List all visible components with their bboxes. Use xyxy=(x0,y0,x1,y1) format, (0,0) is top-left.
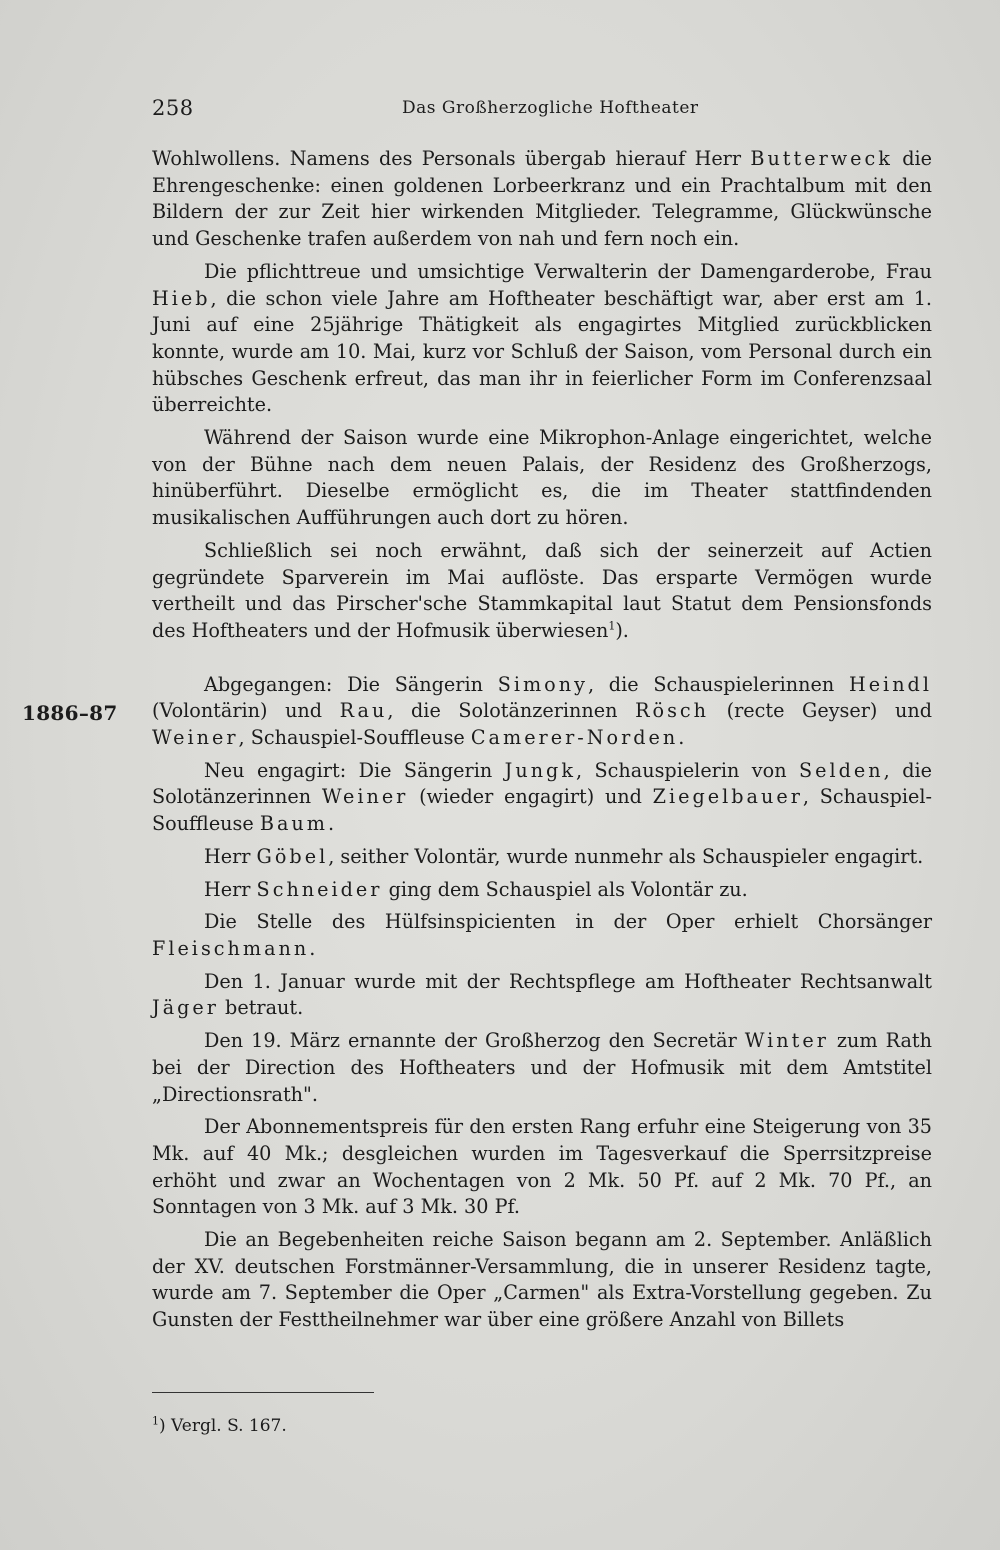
footnote-ref: 1 xyxy=(608,619,616,633)
footnote xyxy=(152,1416,287,1436)
paragraph-neu-engagirt: Neu engagirt: Die Sängerin Jungk, Schauspielerin von Selden, die Solotänzerinnen Weiner (wieder engagirt) und Ziegelbauer, Schauspiel-Souffleuse Baum. xyxy=(152,758,932,836)
name-jaeger: Jäger xyxy=(152,996,219,1020)
name-camerer-norden: Camerer-Norden xyxy=(470,726,679,750)
paragraph-directionsrath: Den 19. März ernannte der Großherzog den Secretär Winter zum Rath bei der Direction des Hoftheaters und der Hofmusik mit dem Amtstitel „Directionsrath". xyxy=(152,1029,932,1106)
footnote-divider xyxy=(152,1392,374,1393)
paragraph-goebel: Herr Göbel, seither Volontär, wurde nunmehr als Schauspieler engagirt. xyxy=(204,844,924,868)
margin-year-label: 1886–87 xyxy=(22,701,118,725)
page-header xyxy=(152,96,932,126)
paragraph-huelfsinspicient: Die Stelle des Hülfsinspicienten in der Oper erhielt Chorsänger Fleischmann. xyxy=(152,910,932,960)
name-butterweck: Butterweck xyxy=(750,147,893,170)
paragraph-mikrophon: Während der Saison wurde eine Mikrophon-Anlage eingerichtet, welche von der Bühne nach dem neuen Palais, der Residenz des Großherzogs, hinüberführt. Dieselbe ermöglicht es, die im Theater stattfindenden musikalischen Aufführungen auch dort zu hören. xyxy=(152,426,932,530)
name-hieb: Hieb xyxy=(152,286,211,310)
name-baum: Baum xyxy=(259,812,328,836)
name-jungk: Jungk xyxy=(504,758,576,782)
paragraph-rechtspflege: Den 1. Januar wurde mit der Rechtspflege am Hoftheater Rechtsanwalt Jäger betraut. xyxy=(152,969,932,1020)
paragraph-abgegangen: Abgegangen: Die Sängerin Simony, die Schauspielerinnen Heindl (Volontärin) und Rau, die Solotänzerinnen Rösch (recte Geyser) und Weiner, Schauspiel-Souffleuse Camerer-Norden. xyxy=(152,672,932,750)
paragraph-sparverein: Schließlich sei noch erwähnt, daß sich der seinerzeit auf Actien gegründete Sparverein im Mai auflöste. Das ersparte Vermögen wurde vertheilt und das Pirscher'sche Stammkapital laut Statut dem Pensionsfonds des Hoftheaters und der Hofmusik überwiesen$^1$). xyxy=(152,538,932,642)
paragraph-abonnementspreis: Der Abonnementspreis für den ersten Rang erfuhr eine Steigerung von 35 Mk. auf 40 Mk.; desgleichen wurden im Tagesverkauf die Sperrsitzpreise erhöht und zwar an Wochentagen von 2 Mk. 50 Pf. auf 2 Mk. 70 Pf., an Sonntagen von 3 Mk. auf 3 Mk. 30 Pf. xyxy=(152,1115,932,1219)
name-fleischmann: Fleischmann xyxy=(152,936,310,960)
page-number: 258 xyxy=(152,96,194,120)
name-roesch: Rösch xyxy=(635,699,710,723)
name-goebel: Göbel xyxy=(256,844,329,868)
footnote-text: ) Vergl. S. 167. xyxy=(159,1416,287,1436)
paragraph-saison: Die an Begebenheiten reiche Saison begann am 2. September. Anläßlich der XV. deutschen Forstmänner-Versammlung, die in unserer Residenz tagte, wurde am 7. September die Oper „Carmen" als Extra-Vorstellung gegeben. Zu Gunsten der Festtheilnehmer war über eine größere Anzahl von Billets xyxy=(152,1228,932,1332)
running-head: Das Großherzogliche Hoftheater xyxy=(402,98,699,118)
name-heindl: Heindl xyxy=(848,672,932,696)
name-rau: Rau xyxy=(339,699,388,723)
name-winter: Winter xyxy=(744,1029,829,1053)
name-weiner-2: Weiner xyxy=(321,785,409,809)
name-ziegelbauer: Ziegelbauer xyxy=(652,785,803,809)
paragraph-wohlwollens: Wohlwollens. Namens des Personals übergab hierauf Herr Butterweck die Ehrengeschenke: einen goldenen Lorbeerkranz und ein Prachtalbum mit den Bildern der zur Zeit hier wirkenden Mitglieder. Telegramme, Glückwünsche und Geschenke trafen außerdem von nah und fern noch ein. xyxy=(152,147,932,251)
paragraph-schneider: Herr Schneider ging dem Schauspiel als Volontär zu. xyxy=(204,877,748,901)
paragraph-damengarderobe: Die pflichttreue und umsichtige Verwalterin der Damengarderobe, Frau Hieb, die schon viele Jahre am Hoftheater beschäftigt war, aber erst am 1. Juni auf eine 25jährige Thätigkeit als engagirtes Mitglied zurückblicken konnte, wurde am 10. Mai, kurz vor Schluß der Saison, vom Personal durch ein hübsches Geschenk erfreut, das man ihr in feierlicher Form im Conferenzsaal überreichte. xyxy=(152,259,932,417)
name-selden: Selden xyxy=(799,758,884,782)
body-text xyxy=(152,146,932,1334)
name-simony: Simony xyxy=(497,672,588,696)
name-weiner: Weiner xyxy=(152,726,239,750)
footnote-marker: 1 xyxy=(152,1414,159,1428)
name-schneider: Schneider xyxy=(256,877,383,901)
